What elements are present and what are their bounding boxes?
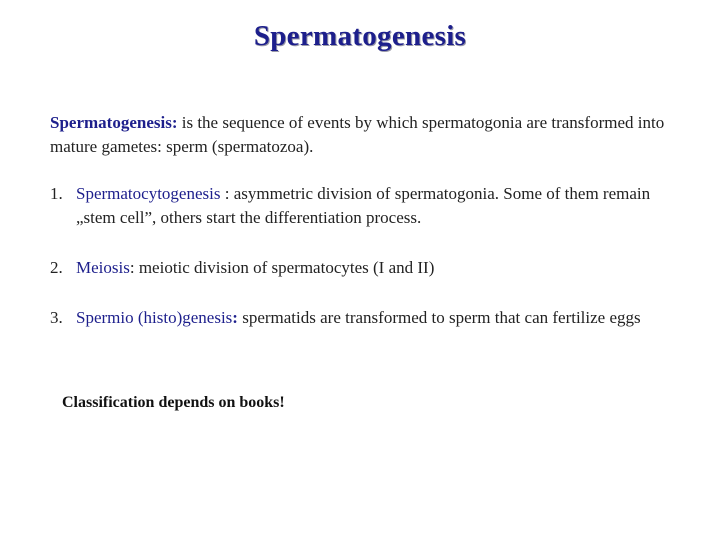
step-separator: : (129, 258, 139, 277)
step-separator: : (232, 308, 243, 327)
step-description: spermatids are transformed to sperm that can fertilize eggs (242, 308, 641, 327)
list-item (50, 256, 670, 280)
step-description: asymmetric division of spermatogonia. Some of them remain „stem cell”, others start the differentiation process. (76, 184, 651, 227)
step-number: 1. (50, 184, 63, 203)
list-item (50, 306, 670, 330)
slide-title: Spermatogenesis (253, 20, 467, 52)
list-item (50, 182, 670, 230)
step-stage-name: Meiosis (76, 258, 130, 277)
step-stage-name: Spermatocytogenesis (76, 184, 221, 203)
step-description: meiotic division of spermatocytes (I and II) (138, 258, 435, 277)
step-number: 2. (50, 258, 63, 277)
definition-text: is the sequence of events by which spermatogonia are transformed into mature gametes: sperm (spermatozoa). (50, 113, 665, 156)
classification-note: Classification depends on books! (62, 394, 285, 411)
step-number: 3. (50, 308, 63, 327)
step-separator: : (220, 184, 234, 203)
definition-term: Spermatogenesis: (50, 113, 178, 132)
step-stage-name: Spermio (histo)genesis (76, 308, 233, 327)
definition-paragraph (50, 111, 670, 159)
process-steps-list (50, 182, 670, 356)
